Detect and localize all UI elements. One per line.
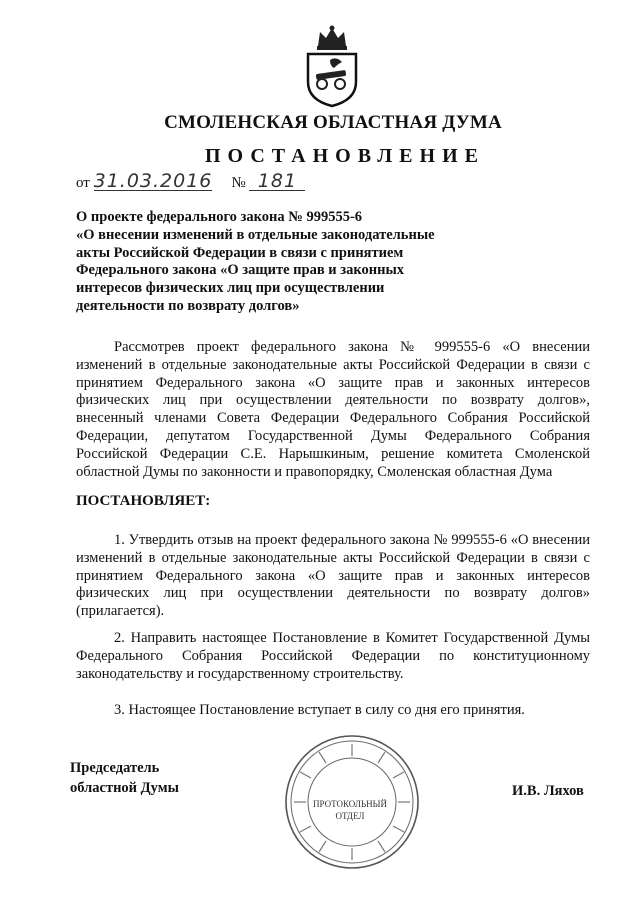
resolution-item-1 xyxy=(76,532,590,621)
resolves-heading: ПОСТАНОВЛЯЕТ: xyxy=(76,493,211,509)
preamble-text: Рассмотрев проект федерального закона № 999555-6 «О внесении изменений в отдельные законодательные акты Российской Федерации в связи с принятием Федерального закона «О защите прав и законных интересов физических лиц при осуществлении деятельности по возврату долгов», внесенный членами Совета Федерации Федерального Собрания Российской Федерации, депутатом Государственной Думы Федерального Собрания Российской Федерации С.Е. Нарышкиным, решение комитета Смоленской областной Думы по законности и правопорядку, Смоленская областная Дума xyxy=(76,339,590,480)
document-date: 31.03.2016 xyxy=(93,170,213,192)
date-prefix: от xyxy=(76,175,90,191)
resolution-item-3 xyxy=(76,702,590,720)
document-subject xyxy=(76,209,496,316)
number-prefix: № xyxy=(231,175,246,191)
signatory-title xyxy=(70,758,179,798)
date-number-line xyxy=(76,172,305,192)
signatory-title-line: областной Думы xyxy=(70,780,179,796)
item-text: 1. Утвердить отзыв на проект федерального закона № 999555-6 «О внесении изменений в отдельные законодательные акты Российской Федерации в связи с принятием Федерального закона «О защите прав и законных интересов физических лиц при осуществлении деятельности по возврату долгов» (прилагается). xyxy=(76,532,590,620)
resolution-item-2 xyxy=(76,630,590,683)
subject-line: деятельности по возврату долгов» xyxy=(76,297,300,314)
stamp-line: ПРОТОКОЛЬНЫЙ xyxy=(313,799,387,809)
organization-name: СМОЛЕНСКАЯ ОБЛАСТНАЯ ДУМА xyxy=(164,112,502,133)
subject-line: О проекте федерального закона № 999555-6 xyxy=(76,209,363,225)
signatory-title-line: Председатель xyxy=(70,760,160,776)
preamble-paragraph xyxy=(76,339,590,481)
signatory-name: И.В. Ляхов xyxy=(512,783,584,799)
subject-line: акты Российской Федерации в связи с принятием xyxy=(76,244,404,261)
item-text: 2. Направить настоящее Постановление в Комитет Государственной Думы Федерального Собрания Российской Федерации по конституционному законодательству и государственному строительству. xyxy=(76,630,590,682)
subject-line: Федерального закона «О защите прав и законных xyxy=(76,262,405,279)
stamp-line: ОТДЕЛ xyxy=(335,811,365,821)
subject-line: интересов физических лиц при осуществлении xyxy=(76,280,385,297)
item-text: 3. Настоящее Постановление вступает в силу со дня его принятия. xyxy=(114,702,525,718)
document-number: 181 xyxy=(249,172,305,191)
document-type-title: ПОСТАНОВЛЕНИЕ xyxy=(205,145,485,167)
subject-line: «О внесении изменений в отдельные законодательные xyxy=(76,226,435,243)
coat-of-arms-emblem xyxy=(296,24,368,108)
stamp-center-text xyxy=(308,798,392,822)
